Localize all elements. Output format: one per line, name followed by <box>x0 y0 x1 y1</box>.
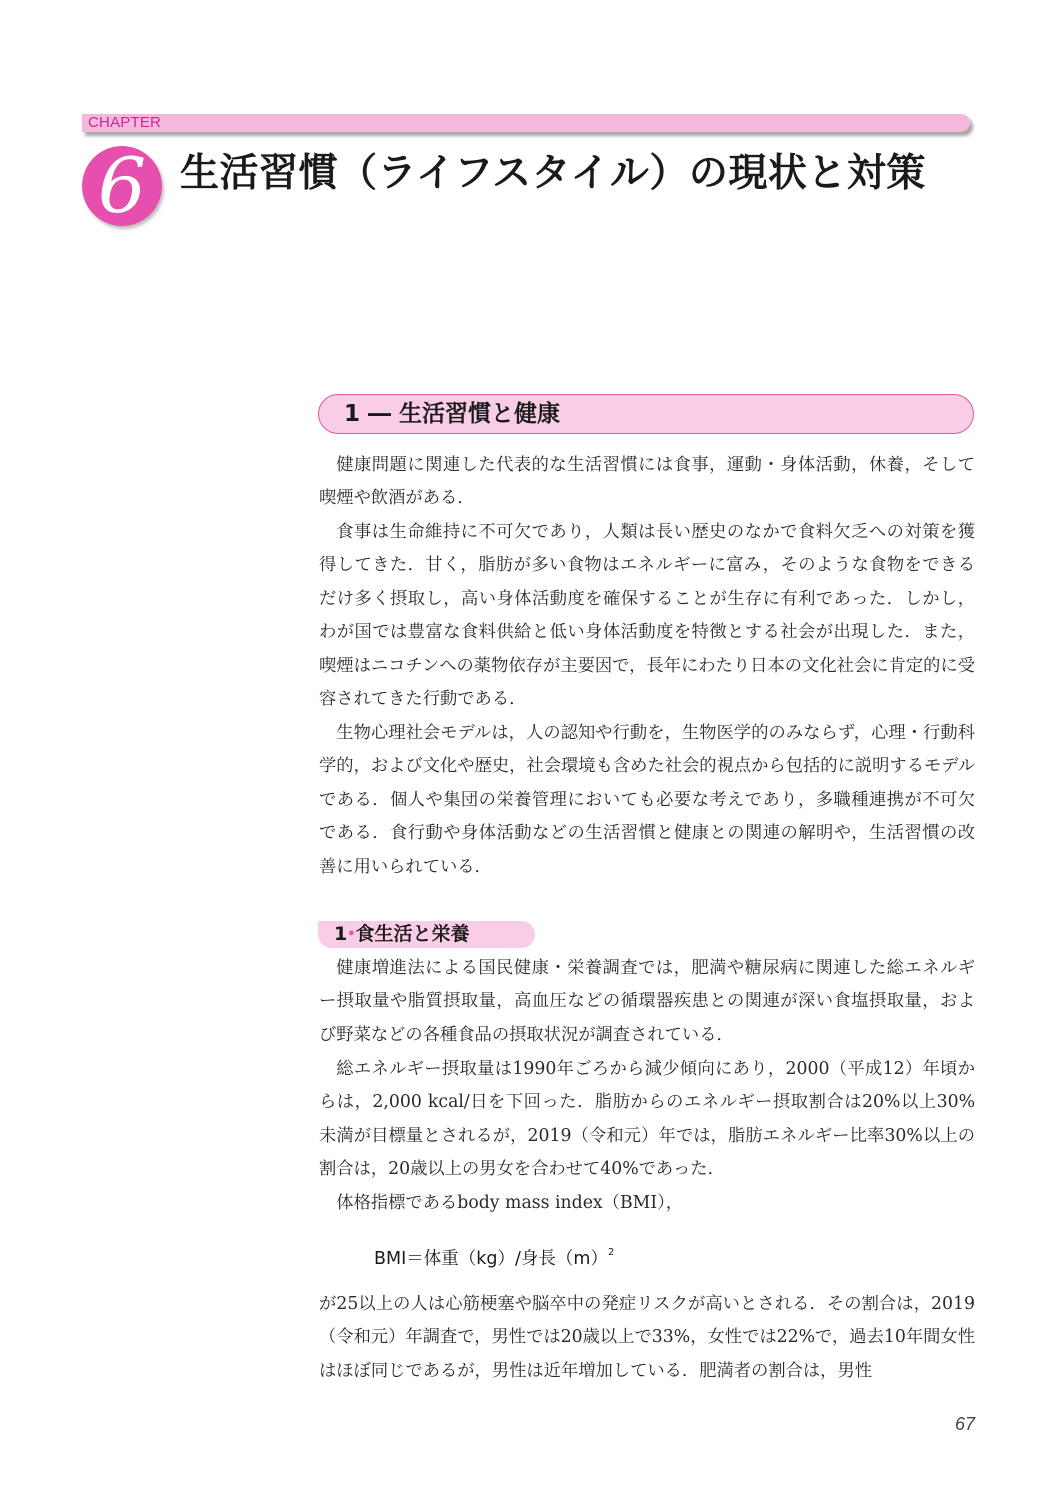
subsection-number: 1 <box>334 923 348 945</box>
bmi-formula <box>374 1238 614 1274</box>
formula-text: BMI＝体重（kg）/身長（m） <box>374 1249 608 1269</box>
body-paragraph: 総エネルギー摂取量は1990年ごろから減少傾向にあり，2000（平成12）年頃からは，2,000 kcal/日を下回った．脂肪からのエネルギー摂取割合は20%以上30%未満が目標量とされるが，2019（令和元）年では，脂肪エネルギー比率30%以上の割合は，20歳以上の男女を合わせて40%であった． <box>319 1059 975 1180</box>
chapter-title: 生活習慣（ライフスタイル）の現状と対策 <box>180 151 926 196</box>
body-paragraph: 食事は生命維持に不可欠であり，人類は長い歴史のなかで食料欠乏への対策を獲得してきた．甘く，脂肪が多い食物はエネルギーに富み，そのような食物をできるだけ多く摂取し，高い身体活動度を確保することが生存に有利であった．しかし，わが国では豊富な食料供給と低い身体活動度を特徴とする社会が出現した．また，喫煙はニコチンへの薬物依存が主要因で，長年にわたり日本の文化社会に肯定的に受容されてきた行動である． <box>319 522 975 710</box>
subsection-bullet: • <box>347 927 356 942</box>
body-paragraph: 生物心理社会モデルは，人の認知や行動を，生物医学的のみならず，心理・行動科学的，および文化や歴史，社会環境も含めた社会的視点から包括的に説明するモデルである．個人や集団の栄養管理においても必要な考えであり，多職種連携が不可欠である．食行動や身体活動などの生活習慣と健康との関連の解明や，生活習慣の改善に用いられている． <box>319 723 975 877</box>
section-title: 1 ― 生活習慣と健康 <box>344 401 561 427</box>
body-paragraph: 体格指標であるbody mass index（BMI）， <box>336 1193 684 1213</box>
subsection-title <box>334 921 470 948</box>
body-paragraph: が25以上の人は心筋梗塞や脳卒中の発症リスクが高いとされる．その割合は，2019（令和元）年調査で，男性では20歳以上で33%，女性では22%で，過去10年間女性はほぼ同じであるが，男性は近年増加している．肥満者の割合は，男性 <box>319 1294 975 1381</box>
chapter-banner <box>82 114 970 132</box>
subsection-label: 食生活と栄養 <box>355 923 470 945</box>
page-number: 67 <box>954 1414 975 1434</box>
body-paragraph: 健康問題に関連した代表的な生活習慣には食事，運動・身体活動，休養，そして喫煙や飲酒がある． <box>319 455 975 509</box>
formula-exponent: 2 <box>607 1247 615 1258</box>
body-paragraph: 健康増進法による国民健康・栄養調査では，肥満や糖尿病に関連した総エネルギー摂取量や脂質摂取量，高血圧などの循環器疾患との関連が深い食塩摂取量，および野菜などの各種食品の摂取状況が調査されている． <box>319 958 975 1045</box>
chapter-number: 6 <box>97 141 147 230</box>
chapter-label: CHAPTER <box>88 114 162 131</box>
